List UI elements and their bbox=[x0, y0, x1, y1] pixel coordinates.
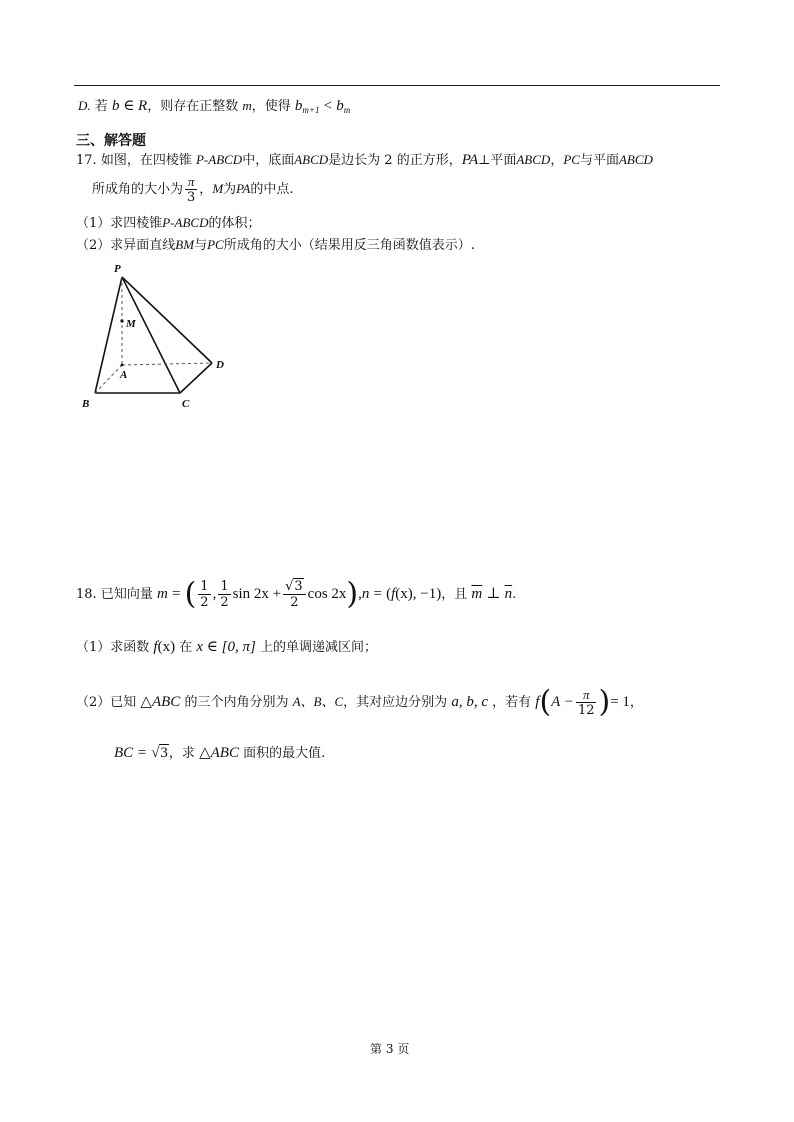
q18-text: ，其对应边分别为 bbox=[343, 695, 448, 710]
q17-var: P-ABCD bbox=[195, 152, 243, 167]
frac-den: 2 bbox=[200, 595, 209, 610]
vector-m: m bbox=[156, 586, 168, 602]
q17-part1 bbox=[76, 214, 261, 233]
q18-part2 bbox=[76, 682, 643, 723]
domain-interval: x ∈ [0, π] bbox=[196, 639, 256, 655]
q17-var: ABCD bbox=[618, 152, 653, 167]
q17-var: BM bbox=[175, 237, 195, 252]
q17-var: ABCD bbox=[516, 152, 551, 167]
q17-text: 是边长为 2 的正方形， bbox=[328, 153, 462, 168]
paren-close: ) bbox=[346, 576, 359, 612]
frac-num: √3 bbox=[283, 579, 306, 595]
ineq-term: b bbox=[336, 98, 344, 114]
edge-ad-hidden bbox=[122, 363, 212, 365]
ineq-sub: m+1 bbox=[302, 105, 320, 115]
frac-den: 2 bbox=[220, 595, 229, 610]
q18-text: ，且 bbox=[441, 587, 468, 602]
question-number: 18. bbox=[76, 587, 97, 602]
ineq-op: < bbox=[323, 98, 333, 114]
option-var: m bbox=[242, 98, 252, 113]
comma: , bbox=[358, 586, 362, 602]
frac-num: 1 bbox=[220, 579, 229, 594]
q18-text: 的三个内角分别为 bbox=[184, 695, 289, 710]
q17-text: 的中点. bbox=[250, 182, 294, 197]
section-title: 三、解答题 bbox=[76, 133, 146, 149]
q18-text: 上的单调递减区间； bbox=[259, 640, 377, 655]
q17-text: ， bbox=[199, 182, 213, 197]
q18-text: ，求 bbox=[168, 746, 195, 761]
expr-bc: BC = bbox=[114, 745, 148, 761]
q18-text: ， bbox=[629, 695, 643, 710]
paren-close-small: ) bbox=[436, 586, 442, 602]
option-label: D. bbox=[78, 98, 91, 113]
q18-text: 面积的最大值. bbox=[243, 746, 326, 761]
point-m bbox=[120, 319, 123, 322]
page-number: 3 bbox=[385, 1042, 394, 1056]
q17-text: 所成角的大小（结果用反三角函数值表示）. bbox=[223, 238, 475, 253]
option-condition: b ∈ R bbox=[111, 98, 148, 114]
footer-text: 第 bbox=[370, 1042, 383, 1056]
vector-n: n bbox=[361, 586, 370, 602]
q17-var: ABCD bbox=[294, 152, 329, 167]
op-eq: = bbox=[373, 586, 382, 602]
expr-a: A − bbox=[551, 694, 574, 710]
q17-var: PC bbox=[563, 152, 580, 167]
q17-text: ⊥平面 bbox=[478, 153, 517, 168]
footer-text: 页 bbox=[397, 1042, 410, 1056]
q17-text: 中，底面 bbox=[242, 153, 295, 168]
sides: a, b, c bbox=[451, 694, 488, 710]
frac-num: π bbox=[185, 174, 197, 190]
q18-text: ，若有 bbox=[492, 695, 532, 710]
edge-cd bbox=[180, 363, 212, 393]
label-a: A bbox=[120, 369, 128, 381]
edge-pc bbox=[122, 277, 180, 393]
q18-text: （1）求函数 bbox=[76, 640, 150, 655]
q18-text: 已知向量 bbox=[100, 587, 153, 602]
q17-text: 为 bbox=[223, 182, 237, 197]
frac-pi-12 bbox=[576, 687, 597, 718]
q17-text: ， bbox=[550, 153, 564, 168]
q17-part2 bbox=[76, 236, 475, 255]
func-f: f bbox=[535, 694, 540, 710]
expr-cos: cos 2x bbox=[307, 586, 347, 602]
label-d: D bbox=[216, 359, 224, 371]
q17-text: 所成角的大小为 bbox=[92, 182, 184, 197]
q17-text: （2）求异面直线 bbox=[76, 238, 176, 253]
frac-den: 3 bbox=[187, 190, 196, 205]
option-text: 若 bbox=[94, 99, 108, 114]
q17-text: 如图，在四棱锥 bbox=[100, 153, 192, 168]
q18-text: （2）已知 bbox=[76, 695, 137, 710]
func-arg: (x) bbox=[157, 639, 176, 655]
sqrt-3: √3 bbox=[151, 745, 168, 761]
q18-text: . bbox=[512, 587, 517, 602]
q18-line1 bbox=[76, 574, 516, 615]
q17-var: P-ABCD bbox=[162, 215, 209, 230]
q17-var: M bbox=[212, 181, 224, 196]
triangle-abc: △ABC bbox=[199, 745, 239, 761]
label-p: P bbox=[114, 263, 121, 275]
paren-open: ( bbox=[184, 576, 197, 612]
question-number: 17. bbox=[76, 153, 97, 168]
op-eq: = bbox=[171, 586, 181, 602]
q17-text: 的体积； bbox=[208, 216, 261, 231]
op-perp: ⊥ bbox=[486, 586, 501, 602]
label-m: M bbox=[126, 318, 136, 330]
option-d bbox=[78, 97, 350, 119]
ineq-sub: m bbox=[343, 105, 351, 115]
vector-m-bar: $\overline{m}$ bbox=[471, 586, 483, 602]
q18-text: 在 bbox=[179, 640, 193, 655]
q18-part1 bbox=[76, 638, 377, 657]
frac-sqrt3-2 bbox=[283, 579, 306, 610]
q18-part2-cont bbox=[114, 744, 325, 763]
label-c: C bbox=[182, 398, 190, 410]
page-footer bbox=[370, 1040, 409, 1057]
label-b: B bbox=[82, 398, 90, 410]
q17-text: 与平面 bbox=[579, 153, 619, 168]
vector-n-bar: $\overline{n}$ bbox=[504, 586, 513, 602]
angles: A、B、C bbox=[292, 694, 344, 709]
frac-den: 2 bbox=[290, 595, 299, 610]
frac-num: π bbox=[576, 687, 597, 703]
paren-open: ( bbox=[539, 684, 552, 720]
paren-close: ) bbox=[598, 684, 611, 720]
frac-half bbox=[218, 579, 230, 610]
edge-pb bbox=[95, 277, 122, 393]
option-text: ，使得 bbox=[251, 99, 291, 114]
func-f: f bbox=[153, 639, 158, 655]
expr-nval: (x), −1 bbox=[395, 586, 437, 602]
triangle-abc: △ABC bbox=[140, 694, 181, 710]
sqrt-arg: 3 bbox=[294, 579, 303, 594]
sqrt-arg: 3 bbox=[160, 745, 168, 761]
q17-text: 与 bbox=[194, 238, 208, 253]
header-rule bbox=[74, 85, 720, 86]
point-a bbox=[121, 364, 124, 367]
q17-var: PA bbox=[461, 152, 479, 168]
paren-open-small: ( bbox=[386, 586, 392, 602]
q17-var: PA bbox=[236, 181, 251, 196]
fraction-pi-3 bbox=[185, 174, 197, 205]
ineq-term: b bbox=[294, 98, 303, 114]
expr-sin: sin 2x + bbox=[232, 586, 282, 602]
frac-num: 1 bbox=[200, 579, 209, 594]
q17-line2 bbox=[92, 174, 294, 205]
pyramid-figure bbox=[70, 255, 240, 415]
frac-den: 12 bbox=[577, 703, 595, 718]
option-text: ，则存在正整数 bbox=[147, 99, 239, 114]
expr-eq: = 1 bbox=[610, 694, 630, 710]
func-f: f bbox=[391, 586, 396, 602]
frac-half bbox=[198, 579, 210, 610]
q17-text: （1）求四棱锥 bbox=[76, 216, 163, 231]
q17-var: PC bbox=[207, 237, 224, 252]
comma: , bbox=[212, 586, 217, 602]
q17-line1 bbox=[76, 151, 653, 170]
